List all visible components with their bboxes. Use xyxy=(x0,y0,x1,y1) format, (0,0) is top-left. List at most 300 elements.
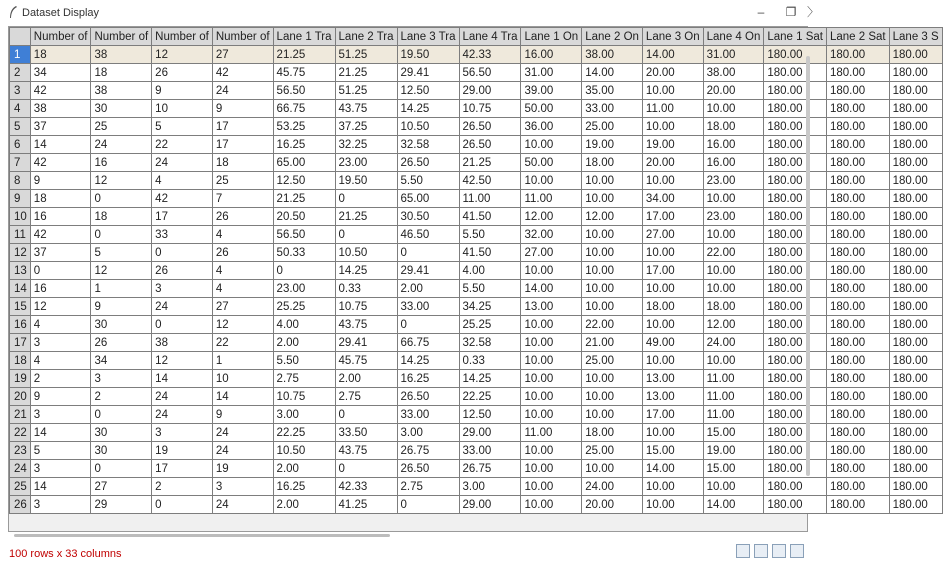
export-icon[interactable] xyxy=(736,544,750,558)
table-cell[interactable]: 14.00 xyxy=(582,64,643,82)
table-cell[interactable]: 3 xyxy=(30,406,91,424)
table-cell[interactable]: 11.00 xyxy=(703,406,764,424)
table-cell[interactable]: 26.75 xyxy=(459,460,521,478)
table-cell[interactable]: 56.50 xyxy=(273,226,335,244)
table-cell[interactable]: 34.25 xyxy=(459,298,521,316)
table-cell[interactable]: 19.00 xyxy=(703,442,764,460)
table-cell[interactable]: 29.00 xyxy=(459,82,521,100)
table-cell[interactable]: 30 xyxy=(91,316,152,334)
table-cell[interactable]: 10.00 xyxy=(521,370,582,388)
table-cell[interactable]: 0 xyxy=(152,316,213,334)
restore-button[interactable]: ❐ xyxy=(785,5,797,19)
table-cell[interactable]: 20.00 xyxy=(642,154,703,172)
table-cell[interactable]: 180.00 xyxy=(827,82,890,100)
table-row[interactable] xyxy=(10,82,943,100)
table-row[interactable] xyxy=(10,118,943,136)
table-cell[interactable]: 36.00 xyxy=(521,118,582,136)
table-cell[interactable]: 25.25 xyxy=(273,298,335,316)
table-cell[interactable]: 37 xyxy=(30,244,91,262)
column-header[interactable]: Lane 4 Tra xyxy=(459,28,521,46)
row-index-cell[interactable]: 26 xyxy=(10,496,31,514)
table-cell[interactable]: 0 xyxy=(335,226,397,244)
table-cell[interactable]: 12.50 xyxy=(397,82,459,100)
table-cell[interactable]: 22.00 xyxy=(703,244,764,262)
table-cell[interactable]: 42 xyxy=(30,154,91,172)
table-cell[interactable]: 25.25 xyxy=(459,316,521,334)
table-cell[interactable]: 180.00 xyxy=(764,388,827,406)
table-cell[interactable]: 2 xyxy=(91,388,152,406)
table-cell[interactable]: 11.00 xyxy=(703,370,764,388)
table-row[interactable] xyxy=(10,100,943,118)
column-header[interactable]: Lane 1 Sat xyxy=(764,28,827,46)
table-cell[interactable]: 180.00 xyxy=(889,496,942,514)
table-cell[interactable]: 26.50 xyxy=(459,136,521,154)
table-cell[interactable]: 180.00 xyxy=(827,370,890,388)
table-cell[interactable]: 180.00 xyxy=(827,244,890,262)
table-cell[interactable]: 180.00 xyxy=(889,280,942,298)
table-cell[interactable]: 4 xyxy=(212,280,273,298)
table-cell[interactable]: 13.00 xyxy=(642,370,703,388)
table-cell[interactable]: 0 xyxy=(335,460,397,478)
table-cell[interactable]: 12 xyxy=(30,298,91,316)
table-cell[interactable]: 10.00 xyxy=(582,460,643,478)
row-index-cell[interactable]: 18 xyxy=(10,352,31,370)
table-row[interactable] xyxy=(10,64,943,82)
table-cell[interactable]: 32.58 xyxy=(459,334,521,352)
table-cell[interactable]: 24 xyxy=(152,154,213,172)
table-cell[interactable]: 25.00 xyxy=(582,118,643,136)
table-cell[interactable]: 180.00 xyxy=(889,64,942,82)
table-cell[interactable]: 42.33 xyxy=(459,46,521,64)
table-cell[interactable]: 66.75 xyxy=(273,100,335,118)
table-cell[interactable]: 2.00 xyxy=(273,334,335,352)
column-header[interactable]: Lane 3 On xyxy=(642,28,703,46)
table-cell[interactable]: 24 xyxy=(152,298,213,316)
table-cell[interactable]: 41.50 xyxy=(459,208,521,226)
row-index-cell[interactable]: 14 xyxy=(10,280,31,298)
table-cell[interactable]: 3 xyxy=(152,280,213,298)
table-cell[interactable]: 0 xyxy=(91,190,152,208)
table-cell[interactable]: 0 xyxy=(91,226,152,244)
table-cell[interactable]: 9 xyxy=(152,82,213,100)
table-cell[interactable]: 10.50 xyxy=(273,442,335,460)
table-cell[interactable]: 10.00 xyxy=(703,478,764,496)
row-index-cell[interactable]: 6 xyxy=(10,136,31,154)
table-cell[interactable]: 12 xyxy=(212,316,273,334)
row-index-cell[interactable]: 3 xyxy=(10,82,31,100)
row-index-cell[interactable]: 21 xyxy=(10,406,31,424)
table-cell[interactable]: 33.00 xyxy=(397,406,459,424)
table-cell[interactable]: 32.25 xyxy=(335,136,397,154)
table-cell[interactable]: 38 xyxy=(91,82,152,100)
table-cell[interactable]: 0 xyxy=(397,316,459,334)
table-cell[interactable]: 23.00 xyxy=(703,172,764,190)
table-cell[interactable]: 41.25 xyxy=(335,496,397,514)
table-cell[interactable]: 14 xyxy=(30,136,91,154)
table-cell[interactable]: 24 xyxy=(212,442,273,460)
table-row[interactable] xyxy=(10,280,943,298)
table-cell[interactable]: 29.00 xyxy=(459,496,521,514)
table-cell[interactable]: 10 xyxy=(152,100,213,118)
table-cell[interactable]: 180.00 xyxy=(764,298,827,316)
table-cell[interactable]: 14 xyxy=(30,424,91,442)
table-cell[interactable]: 26.50 xyxy=(459,118,521,136)
table-cell[interactable]: 180.00 xyxy=(827,406,890,424)
table-cell[interactable]: 19.00 xyxy=(642,136,703,154)
table-cell[interactable]: 3 xyxy=(30,496,91,514)
table-cell[interactable]: 17 xyxy=(152,208,213,226)
table-cell[interactable]: 45.75 xyxy=(273,64,335,82)
table-cell[interactable]: 180.00 xyxy=(827,298,890,316)
table-cell[interactable]: 180.00 xyxy=(827,388,890,406)
column-header[interactable]: Lane 3 S xyxy=(889,28,942,46)
table-cell[interactable]: 4 xyxy=(30,352,91,370)
corner-header-cell[interactable] xyxy=(10,28,31,46)
table-cell[interactable]: 10.00 xyxy=(703,352,764,370)
table-cell[interactable]: 22.25 xyxy=(459,388,521,406)
table-cell[interactable]: 26.75 xyxy=(397,442,459,460)
table-cell[interactable]: 17 xyxy=(212,118,273,136)
table-cell[interactable]: 2.75 xyxy=(273,370,335,388)
table-cell[interactable]: 10.75 xyxy=(273,388,335,406)
table-cell[interactable]: 10.00 xyxy=(521,262,582,280)
table-cell[interactable]: 180.00 xyxy=(889,298,942,316)
table-cell[interactable]: 37 xyxy=(30,118,91,136)
table-cell[interactable]: 24 xyxy=(152,388,213,406)
table-cell[interactable]: 2.00 xyxy=(273,460,335,478)
table-cell[interactable]: 0 xyxy=(30,262,91,280)
table-cell[interactable]: 26 xyxy=(152,262,213,280)
table-cell[interactable]: 4.00 xyxy=(273,316,335,334)
table-cell[interactable]: 38 xyxy=(152,334,213,352)
table-cell[interactable]: 180.00 xyxy=(827,496,890,514)
table-cell[interactable]: 180.00 xyxy=(764,496,827,514)
table-cell[interactable]: 21.25 xyxy=(273,190,335,208)
table-cell[interactable]: 12.00 xyxy=(703,316,764,334)
table-row[interactable] xyxy=(10,262,943,280)
zoom-in-icon[interactable] xyxy=(772,544,786,558)
table-row[interactable] xyxy=(10,388,943,406)
table-cell[interactable]: 18.00 xyxy=(582,424,643,442)
table-cell[interactable]: 10.00 xyxy=(703,100,764,118)
table-cell[interactable]: 180.00 xyxy=(827,190,890,208)
table-cell[interactable]: 38.00 xyxy=(703,64,764,82)
table-cell[interactable]: 32.58 xyxy=(397,136,459,154)
table-cell[interactable]: 180.00 xyxy=(764,100,827,118)
table-cell[interactable]: 18.00 xyxy=(642,298,703,316)
table-cell[interactable]: 31.00 xyxy=(703,46,764,64)
table-cell[interactable]: 10.00 xyxy=(582,388,643,406)
table-cell[interactable]: 180.00 xyxy=(827,118,890,136)
table-cell[interactable]: 20.50 xyxy=(273,208,335,226)
table-cell[interactable]: 18 xyxy=(212,154,273,172)
table-cell[interactable]: 9 xyxy=(212,100,273,118)
table-cell[interactable]: 29.41 xyxy=(397,64,459,82)
table-cell[interactable]: 30.50 xyxy=(397,208,459,226)
table-cell[interactable]: 180.00 xyxy=(889,334,942,352)
table-cell[interactable]: 41.50 xyxy=(459,244,521,262)
row-index-cell[interactable]: 13 xyxy=(10,262,31,280)
zoom-out-icon[interactable] xyxy=(790,544,804,558)
row-index-cell[interactable]: 10 xyxy=(10,208,31,226)
table-row[interactable] xyxy=(10,406,943,424)
table-cell[interactable]: 10.00 xyxy=(521,334,582,352)
table-cell[interactable]: 34 xyxy=(30,64,91,82)
table-cell[interactable]: 180.00 xyxy=(889,190,942,208)
table-row[interactable] xyxy=(10,478,943,496)
table-cell[interactable]: 9 xyxy=(30,172,91,190)
column-header[interactable]: Lane 1 On xyxy=(521,28,582,46)
table-cell[interactable]: 18 xyxy=(91,64,152,82)
table-cell[interactable]: 17.00 xyxy=(642,262,703,280)
table-cell[interactable]: 49.00 xyxy=(642,334,703,352)
table-cell[interactable]: 180.00 xyxy=(827,226,890,244)
table-row[interactable] xyxy=(10,424,943,442)
table-cell[interactable]: 33.00 xyxy=(459,442,521,460)
row-index-cell[interactable]: 4 xyxy=(10,100,31,118)
table-cell[interactable]: 4 xyxy=(30,316,91,334)
table-cell[interactable]: 10.00 xyxy=(521,388,582,406)
table-cell[interactable]: 19.00 xyxy=(582,136,643,154)
table-cell[interactable]: 50.33 xyxy=(273,244,335,262)
table-cell[interactable]: 4.00 xyxy=(459,262,521,280)
table-cell[interactable]: 29.41 xyxy=(397,262,459,280)
table-cell[interactable]: 38 xyxy=(30,100,91,118)
table-cell[interactable]: 0.33 xyxy=(459,352,521,370)
table-cell[interactable]: 19 xyxy=(152,442,213,460)
row-index-cell[interactable]: 24 xyxy=(10,460,31,478)
table-cell[interactable]: 12 xyxy=(152,46,213,64)
table-cell[interactable]: 11.00 xyxy=(521,424,582,442)
table-cell[interactable]: 180.00 xyxy=(764,478,827,496)
table-cell[interactable]: 29.00 xyxy=(459,424,521,442)
table-cell[interactable]: 180.00 xyxy=(827,316,890,334)
table-cell[interactable]: 12.50 xyxy=(273,172,335,190)
table-cell[interactable]: 10.00 xyxy=(703,280,764,298)
table-cell[interactable]: 180.00 xyxy=(764,190,827,208)
table-cell[interactable]: 180.00 xyxy=(827,442,890,460)
table-cell[interactable]: 180.00 xyxy=(764,442,827,460)
table-cell[interactable]: 10.00 xyxy=(521,406,582,424)
table-cell[interactable]: 18.00 xyxy=(703,298,764,316)
table-cell[interactable]: 10.00 xyxy=(642,424,703,442)
table-cell[interactable]: 12 xyxy=(91,262,152,280)
table-cell[interactable]: 180.00 xyxy=(889,172,942,190)
table-cell[interactable]: 27.00 xyxy=(642,226,703,244)
table-cell[interactable]: 56.50 xyxy=(459,64,521,82)
table-cell[interactable]: 30 xyxy=(91,442,152,460)
minimize-button[interactable]: – xyxy=(757,5,765,19)
table-cell[interactable]: 5.50 xyxy=(397,172,459,190)
table-cell[interactable]: 26.50 xyxy=(397,154,459,172)
table-cell[interactable]: 24.00 xyxy=(703,334,764,352)
table-cell[interactable]: 11.00 xyxy=(459,190,521,208)
table-cell[interactable]: 180.00 xyxy=(889,352,942,370)
table-cell[interactable]: 3 xyxy=(30,460,91,478)
table-cell[interactable]: 180.00 xyxy=(827,262,890,280)
table-cell[interactable]: 180.00 xyxy=(764,118,827,136)
table-cell[interactable]: 21.25 xyxy=(335,64,397,82)
table-cell[interactable]: 180.00 xyxy=(827,460,890,478)
table-cell[interactable]: 180.00 xyxy=(764,370,827,388)
table-cell[interactable]: 5 xyxy=(91,244,152,262)
table-cell[interactable]: 180.00 xyxy=(827,172,890,190)
table-cell[interactable]: 12.00 xyxy=(582,208,643,226)
table-cell[interactable]: 10.00 xyxy=(703,226,764,244)
table-cell[interactable]: 17 xyxy=(152,460,213,478)
table-cell[interactable]: 14.00 xyxy=(521,280,582,298)
table-cell[interactable]: 26 xyxy=(152,64,213,82)
column-header[interactable]: Lane 1 Tra xyxy=(273,28,335,46)
close-button[interactable]: 〉 xyxy=(806,5,819,19)
table-cell[interactable]: 42 xyxy=(30,226,91,244)
table-cell[interactable]: 180.00 xyxy=(889,442,942,460)
table-cell[interactable]: 21.00 xyxy=(582,334,643,352)
table-cell[interactable]: 19.50 xyxy=(397,46,459,64)
table-row[interactable] xyxy=(10,190,943,208)
table-cell[interactable]: 3 xyxy=(212,478,273,496)
table-cell[interactable]: 180.00 xyxy=(827,46,890,64)
row-index-cell[interactable]: 15 xyxy=(10,298,31,316)
table-cell[interactable]: 10.00 xyxy=(703,190,764,208)
table-cell[interactable]: 180.00 xyxy=(764,406,827,424)
table-cell[interactable]: 180.00 xyxy=(889,100,942,118)
table-cell[interactable]: 10.00 xyxy=(582,244,643,262)
table-cell[interactable]: 14.00 xyxy=(642,460,703,478)
table-cell[interactable]: 10.50 xyxy=(397,118,459,136)
table-cell[interactable]: 65.00 xyxy=(273,154,335,172)
table-cell[interactable]: 16.00 xyxy=(703,136,764,154)
table-cell[interactable]: 34.00 xyxy=(642,190,703,208)
table-cell[interactable]: 10.00 xyxy=(582,406,643,424)
table-cell[interactable]: 29.41 xyxy=(335,334,397,352)
table-cell[interactable]: 3 xyxy=(91,370,152,388)
table-cell[interactable]: 45.75 xyxy=(335,352,397,370)
table-cell[interactable]: 16.25 xyxy=(397,370,459,388)
table-cell[interactable]: 14.25 xyxy=(335,262,397,280)
table-cell[interactable]: 10.00 xyxy=(642,172,703,190)
table-cell[interactable]: 5.50 xyxy=(273,352,335,370)
table-cell[interactable]: 27 xyxy=(212,46,273,64)
table-cell[interactable]: 10.00 xyxy=(582,370,643,388)
table-cell[interactable]: 35.00 xyxy=(582,82,643,100)
table-cell[interactable]: 180.00 xyxy=(764,136,827,154)
table-cell[interactable]: 180.00 xyxy=(889,262,942,280)
table-cell[interactable]: 180.00 xyxy=(889,82,942,100)
table-cell[interactable]: 180.00 xyxy=(827,352,890,370)
table-cell[interactable]: 5.50 xyxy=(459,226,521,244)
table-cell[interactable]: 12.50 xyxy=(459,406,521,424)
table-row[interactable] xyxy=(10,352,943,370)
table-cell[interactable]: 19.50 xyxy=(335,172,397,190)
table-cell[interactable]: 180.00 xyxy=(764,244,827,262)
table-cell[interactable]: 10.00 xyxy=(582,280,643,298)
table-cell[interactable]: 38 xyxy=(91,46,152,64)
table-cell[interactable]: 180.00 xyxy=(764,172,827,190)
table-cell[interactable]: 24 xyxy=(91,136,152,154)
table-cell[interactable]: 0 xyxy=(91,406,152,424)
table-cell[interactable]: 32.00 xyxy=(521,226,582,244)
table-cell[interactable]: 24 xyxy=(212,82,273,100)
table-cell[interactable]: 10.00 xyxy=(582,298,643,316)
table-cell[interactable]: 9 xyxy=(30,388,91,406)
table-cell[interactable]: 180.00 xyxy=(889,460,942,478)
vertical-scrollbar[interactable] xyxy=(806,56,810,476)
column-header[interactable]: Number of xyxy=(91,28,152,46)
table-cell[interactable]: 25 xyxy=(212,172,273,190)
row-index-cell[interactable]: 25 xyxy=(10,478,31,496)
table-cell[interactable]: 14.25 xyxy=(459,370,521,388)
table-cell[interactable]: 10.00 xyxy=(703,262,764,280)
table-cell[interactable]: 14.00 xyxy=(703,496,764,514)
table-cell[interactable]: 34 xyxy=(91,352,152,370)
table-cell[interactable]: 22 xyxy=(152,136,213,154)
row-index-cell[interactable]: 12 xyxy=(10,244,31,262)
table-cell[interactable]: 17.00 xyxy=(642,208,703,226)
table-cell[interactable]: 5.50 xyxy=(459,280,521,298)
table-cell[interactable]: 37.25 xyxy=(335,118,397,136)
table-cell[interactable]: 30 xyxy=(91,100,152,118)
table-cell[interactable]: 2.00 xyxy=(273,496,335,514)
table-cell[interactable]: 46.50 xyxy=(397,226,459,244)
row-index-cell[interactable]: 8 xyxy=(10,172,31,190)
table-cell[interactable]: 23.00 xyxy=(335,154,397,172)
table-row[interactable] xyxy=(10,298,943,316)
table-cell[interactable]: 50.00 xyxy=(521,154,582,172)
table-cell[interactable]: 24 xyxy=(212,424,273,442)
table-cell[interactable]: 16 xyxy=(91,154,152,172)
table-cell[interactable]: 43.75 xyxy=(335,100,397,118)
table-cell[interactable]: 22.00 xyxy=(582,316,643,334)
table-cell[interactable]: 43.75 xyxy=(335,316,397,334)
table-cell[interactable]: 4 xyxy=(212,262,273,280)
table-cell[interactable]: 24 xyxy=(212,496,273,514)
table-cell[interactable]: 180.00 xyxy=(827,154,890,172)
table-cell[interactable]: 27 xyxy=(212,298,273,316)
table-cell[interactable]: 26.50 xyxy=(397,460,459,478)
table-cell[interactable]: 10.00 xyxy=(521,136,582,154)
row-index-cell[interactable]: 16 xyxy=(10,316,31,334)
row-index-cell[interactable]: 19 xyxy=(10,370,31,388)
table-cell[interactable]: 180.00 xyxy=(764,262,827,280)
table-cell[interactable]: 29 xyxy=(91,496,152,514)
table-cell[interactable]: 180.00 xyxy=(764,154,827,172)
table-cell[interactable]: 13.00 xyxy=(642,388,703,406)
table-cell[interactable]: 10.00 xyxy=(521,460,582,478)
horizontal-scrollbar[interactable] xyxy=(14,534,390,537)
table-cell[interactable]: 180.00 xyxy=(889,370,942,388)
row-index-cell[interactable]: 9 xyxy=(10,190,31,208)
row-index-cell[interactable]: 22 xyxy=(10,424,31,442)
table-cell[interactable]: 33.50 xyxy=(335,424,397,442)
table-cell[interactable]: 180.00 xyxy=(889,136,942,154)
table-cell[interactable]: 180.00 xyxy=(827,136,890,154)
table-cell[interactable]: 10.00 xyxy=(642,316,703,334)
table-cell[interactable]: 39.00 xyxy=(521,82,582,100)
table-cell[interactable]: 180.00 xyxy=(764,460,827,478)
table-row[interactable] xyxy=(10,136,943,154)
table-cell[interactable]: 10.00 xyxy=(521,478,582,496)
table-cell[interactable]: 16.25 xyxy=(273,478,335,496)
table-cell[interactable]: 22.25 xyxy=(273,424,335,442)
table-cell[interactable]: 180.00 xyxy=(764,226,827,244)
table-cell[interactable]: 0 xyxy=(397,244,459,262)
table-cell[interactable]: 26 xyxy=(212,208,273,226)
table-cell[interactable]: 10.00 xyxy=(642,244,703,262)
table-cell[interactable]: 22 xyxy=(212,334,273,352)
table-cell[interactable]: 26 xyxy=(91,334,152,352)
table-cell[interactable]: 2 xyxy=(30,370,91,388)
